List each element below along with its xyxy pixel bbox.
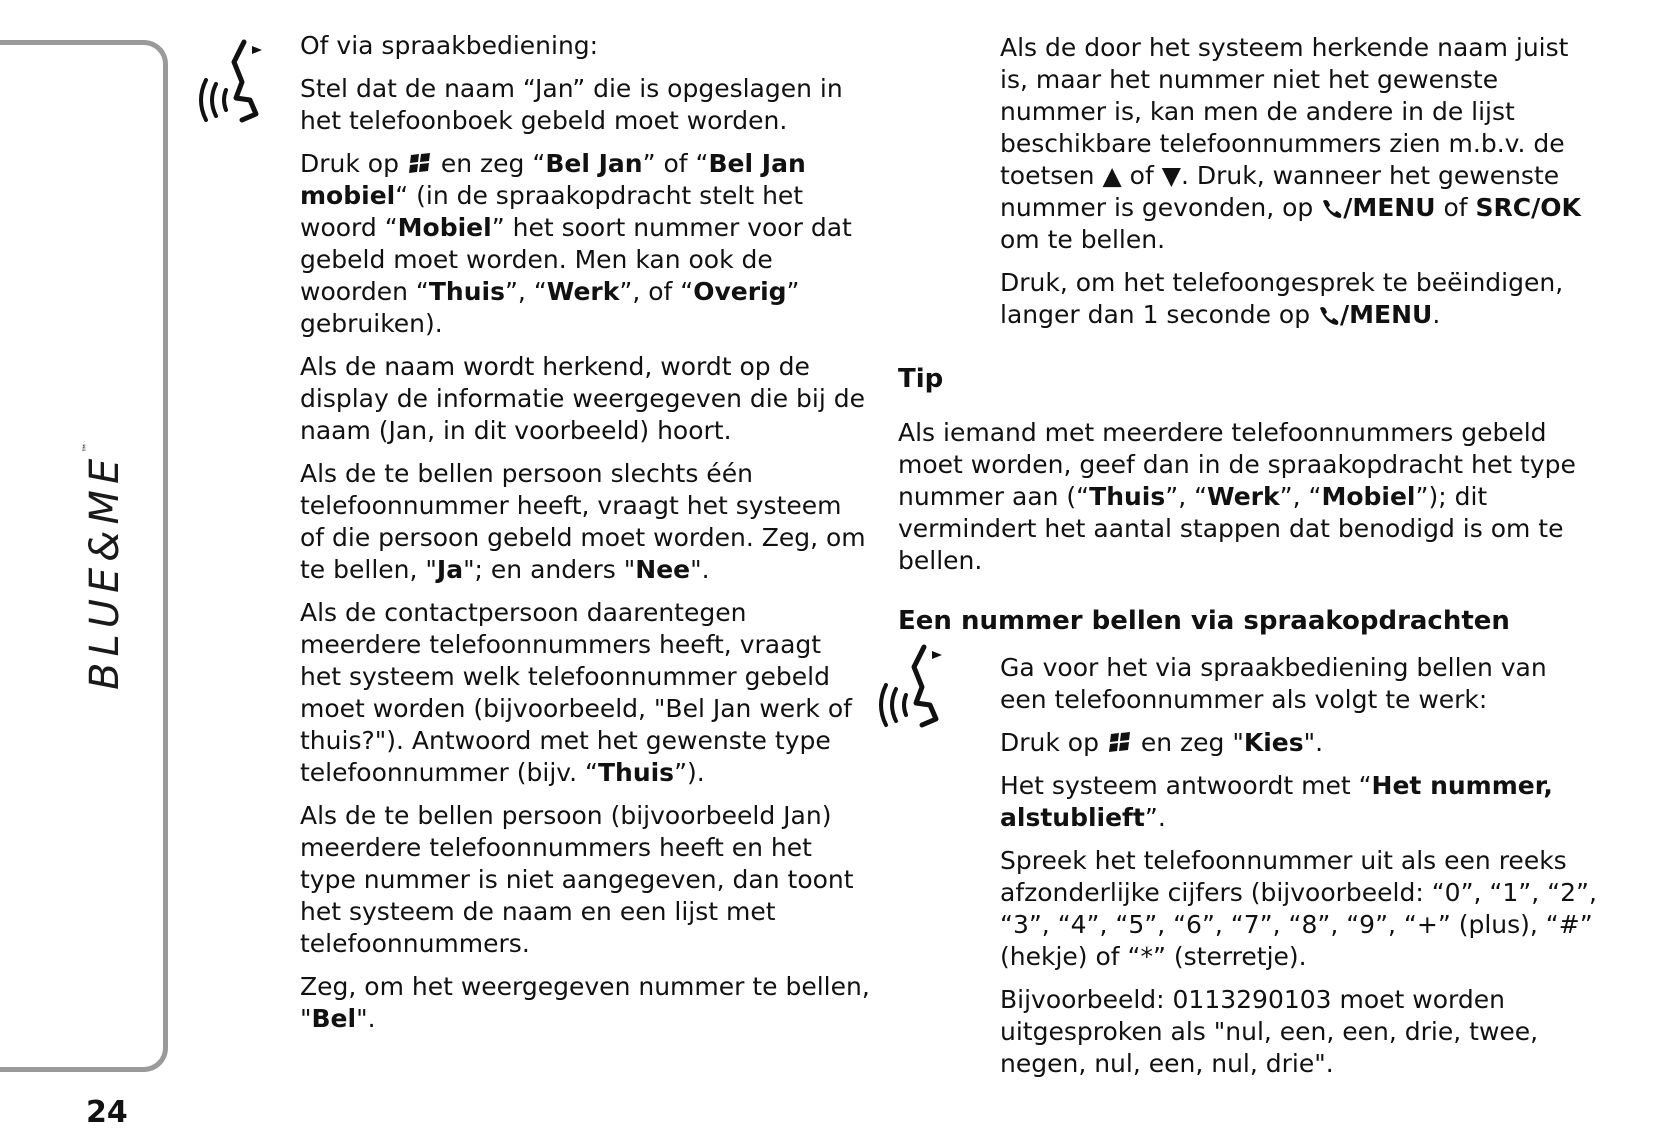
voice-button-icon: [407, 151, 433, 175]
paragraph: Bijvoorbeeld: 0113290103 moet worden uitgesproken als "nul, een, een, drie, twee, negen, nul, een, nul, drie".: [1000, 985, 1539, 1078]
paragraph: Als de te bellen persoon slechts één telefoonnummer heeft, vraagt het systeem of die persoon gebeld moet worden. Zeg, om te bellen, "Ja"; en anders "Nee".: [300, 459, 866, 584]
paragraph: Druk, om het telefoongesprek te beëindigen, langer dan 1 seconde op /MENU.: [1000, 268, 1564, 329]
down-arrow-icon: ▼: [1161, 161, 1181, 190]
section-heading: Een nummer bellen via spraakopdrachten: [898, 606, 1510, 636]
right-column-top: [1000, 32, 1600, 342]
voice-command-icon: [196, 38, 276, 128]
paragraph: Het systeem antwoordt met “Het nummer, alstublieft”.: [1000, 771, 1553, 832]
up-arrow-icon: ▲: [1102, 161, 1122, 190]
phone-icon: [1321, 197, 1343, 219]
paragraph: Als de naam wordt herkend, wordt op de display de informatie weergegeven die bij de naam (Jan, in dit voorbeeld) hoort.: [300, 352, 866, 445]
intro-text: Of via spraakbediening:: [300, 31, 599, 60]
voice-button-icon: [1107, 730, 1133, 754]
paragraph: Druk op en zeg "Kies".: [1000, 728, 1324, 757]
paragraph: Druk op en zeg “Bel Jan” of “Bel Jan mobiel“ (in de spraakopdracht stelt het woord “Mobiel” het soort nummer voor dat gebeld moet worden. Men kan ook de woorden “Thuis”, “Werk”, of “Overig” gebruiken).: [300, 149, 852, 338]
tip-heading: Tip: [898, 364, 944, 394]
right-column-bottom: [1000, 652, 1600, 1091]
page-number: 24: [86, 1095, 128, 1130]
left-column: [300, 30, 870, 1046]
paragraph: Als de contactpersoon daarentegen meerdere telefoonnummers heeft, vraagt het systeem welk telefoonnummer gebeld moet worden (bijvoorbeeld, "Bel Jan werk of thuis?"). Antwoord met het gewenste type telefoonnummer (bijv. “Thuis”).: [300, 598, 852, 787]
paragraph: Als iemand met meerdere telefoonnummers gebeld moet worden, geef dan in de spraakopdracht het type nummer aan (“Thuis”, “Werk”, “Mobiel”); dit vermindert het aantal stappen dat benodigd is om te bellen.: [898, 418, 1576, 575]
paragraph: Als de te bellen persoon (bijvoorbeeld Jan) meerdere telefoonnummers heeft en het type nummer is niet aangegeven, dan toont het systeem de naam en een lijst met telefoonnummers.: [300, 801, 854, 958]
paragraph: Stel dat de naam “Jan” die is opgeslagen in het telefoonboek gebeld moet worden.: [300, 74, 843, 135]
tip-block: [898, 363, 1588, 588]
section-heading-block: [898, 605, 1598, 659]
paragraph: Ga voor het via spraakbediening bellen van een telefoonnummer als volgt te werk:: [1000, 653, 1547, 714]
paragraph: Spreek het telefoonnummer uit als een reeks afzonderlijke cijfers (bijvoorbeeld: “0”, “1”, “2”, “3”, “4”, “5”, “6”, “7”, “8”, “9”, “+” (plus), “#” (hekje) of “*” (sterretje).: [1000, 846, 1597, 971]
paragraph: Als de door het systeem herkende naam juist is, maar het nummer niet het gewenste nummer is, kan men de andere in de lijst beschikbare telefoonnummers zien m.b.v. de toetsen ▲ of ▼. Druk, wanneer het gewenste nummer is gevonden, op /MENU of SRC/OK om te bellen.: [1000, 33, 1581, 254]
brand-logo: BLUE&ME™: [82, 442, 128, 690]
phone-icon: [1318, 304, 1340, 326]
paragraph: Zeg, om het weergegeven nummer te bellen, "Bel".: [300, 972, 870, 1033]
